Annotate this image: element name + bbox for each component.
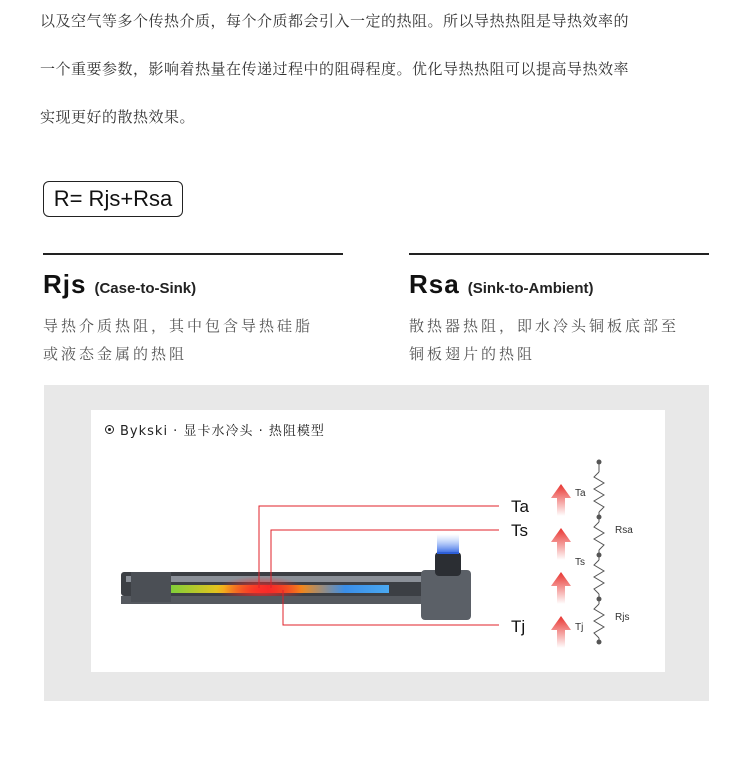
arrow-tj-icon [551, 616, 571, 648]
arrow-label-ta: Ta [575, 488, 586, 499]
diagram-title-text: Bykski · 显卡水冷头 · 热阻模型 [120, 424, 325, 439]
rjs-title: Rjs [43, 269, 87, 299]
rjs-section [43, 253, 343, 368]
arrow-ts-icon [551, 528, 571, 560]
arrow-label-ts: Ts [575, 557, 585, 568]
rsa-description [409, 312, 709, 368]
arrow-label-tj: Tj [575, 622, 584, 633]
diagram-card [91, 410, 665, 672]
intro-line-2: 一个重要参数，影响着热量在传递过程中的阻碍程度。优化导热热阻可以提高导热效率 [40, 60, 630, 78]
rsa-title: Rsa [409, 269, 460, 299]
resistor-chain [594, 462, 604, 642]
rsa-section [409, 253, 709, 368]
heat-arrows [551, 484, 571, 648]
rsa-subtitle: (Sink-to-Ambient) [467, 280, 594, 297]
rjs-subtitle: (Case-to-Sink) [94, 280, 197, 297]
water-block-illustration [121, 534, 471, 620]
thermal-model-diagram [91, 410, 665, 672]
rjs-divider [43, 253, 343, 255]
arrow-mid-icon [551, 572, 571, 604]
rjs-desc-line-1: 导热介质热阻，其中包含导热硅脂 [43, 317, 314, 335]
resistor-label-rjs: Rjs [615, 612, 630, 623]
label-ta: Ta [511, 497, 529, 516]
arrow-ta-icon [551, 484, 571, 516]
intro-line-3: 实现更好的散热效果。 [40, 108, 196, 126]
rsa-desc-line-1: 散热器热阻，即水冷头铜板底部至 [409, 317, 680, 335]
rjs-desc-line-2: 或液态金属的热阻 [43, 345, 188, 363]
resistor-label-rsa: Rsa [615, 525, 633, 536]
label-tj: Tj [511, 617, 526, 636]
label-ts: Ts [511, 521, 528, 540]
diagram-panel [44, 385, 709, 701]
rsa-desc-line-2: 铜板翅片的热阻 [409, 345, 536, 363]
rsa-divider [409, 253, 709, 255]
rjs-description [43, 312, 343, 368]
formula-box: R= Rjs+Rsa [43, 181, 183, 217]
intro-line-1: 以及空气等多个传热介质，每个介质都会引入一定的热阻。所以导热热阻是导热效率的 [40, 12, 630, 30]
intro-paragraph [40, 0, 730, 144]
